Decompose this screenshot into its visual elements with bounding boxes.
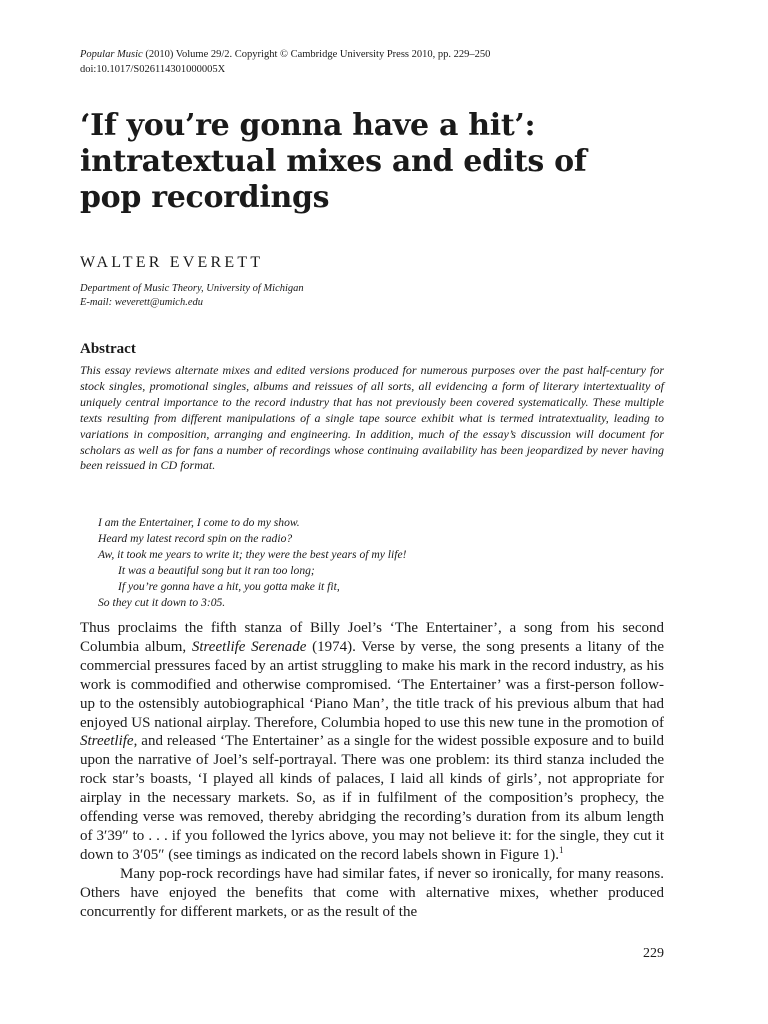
footnote-ref-1[interactable]: 1 <box>559 844 564 855</box>
verse-line: So they cut it down to 3:05. <box>98 595 226 609</box>
citation-line <box>80 47 664 62</box>
author-name: WALTER EVERETT <box>80 254 264 271</box>
author-affiliation <box>80 282 304 310</box>
page-number: 229 <box>643 946 664 961</box>
doi-line: doi:10.1017/S026114301000005X <box>80 64 226 75</box>
paragraph-1: Thus proclaims the fifth stanza of Billy Joel’s ‘The Entertainer’, a song from his second Columbia album, Streetlife Serenade (1974). Verse by verse, the song presents a litany of the commercial pressures faced by an artist struggling to make his mark in the record industry, as his work is commodified and otherwise compromised. ‘The Entertainer’ was a first-person follow-up to the ostensibly autobiographical ‘Piano Man’, the title track of his previous album that had enjoyed US national airplay. Therefore, Columbia hoped to use this new tune in the promotion of Streetlife, and released ‘The Entertainer’ as a single for the widest possible exposure and to build upon the narrative of Joel’s self-portrayal. There was one problem: its third stanza included the rock star’s boasts, ‘I played all kinds of palaces, I laid all kinds of girls’, not appropriate for airplay in the necessary markets. So, as if in fulfilment of the composition’s prophecy, the offending verse was removed, thereby abridging the recording’s duration from its album length of 3′39″ to . . . if you followed the lyrics above, you may not believe it: for the single, they cut it down to 3′05″ (see timings as indicated on the record labels shown in Figure 1).$^1$ <box>80 620 664 863</box>
journal-header <box>80 47 664 77</box>
citation-text: (2010) Volume 29/2. Copyright © Cambridge University Press 2010, pp. 229–250 <box>142 49 491 60</box>
email: E-mail: weverett@umich.edu <box>80 297 203 308</box>
verse-line: Heard my latest record spin on the radio? <box>98 531 293 545</box>
title-line-3: pop recordings <box>80 180 330 215</box>
title-line-1: ‘If you’re gonna have a hit’: <box>80 108 536 143</box>
abstract-text: This essay reviews alternate mixes and edited versions produced for numerous purposes over the past half-century for stock singles, promotional singles, albums and reissues of all sorts, all evidencing a form of literary intertextuality of uniquely central importance to the record industry that has not previously been covered systematically. These multiple texts resulting from different manipulations of a single tape source exhibit what is termed intratextuality, leading to variations in composition, arranging and engineering. In addition, much of the essay’s discussion will document for scholars as well as for fans a number of recordings whose continuing availability has been jeopardized by never having been reissued in CD format. <box>80 363 664 473</box>
lyrics-epigraph <box>98 515 406 610</box>
verse-line: If you’re gonna have a hit, you gotta make it fit, <box>118 579 340 593</box>
paragraph-2: Many pop-rock recordings have had similar fates, if never so ironically, for many reasons. Others have enjoyed the benefits that come with alternative mixes, whether produced concurrently for different markets, or as the result of the <box>80 865 664 920</box>
abstract-heading: Abstract <box>80 341 136 357</box>
article-title <box>80 108 664 216</box>
verse-line: Aw, it took me years to write it; they were the best years of my life! <box>98 547 407 561</box>
body-text <box>80 619 664 922</box>
album-title-short: Streetlife <box>80 733 134 750</box>
department: Department of Music Theory, University of Michigan <box>80 283 304 294</box>
verse-line: It was a beautiful song but it ran too long; <box>118 563 315 577</box>
title-line-2: intratextual mixes and edits of <box>80 144 587 179</box>
album-title: Streetlife Serenade <box>191 638 307 655</box>
journal-name: Popular Music <box>80 49 143 60</box>
verse-line: I am the Entertainer, I come to do my show. <box>98 516 300 529</box>
